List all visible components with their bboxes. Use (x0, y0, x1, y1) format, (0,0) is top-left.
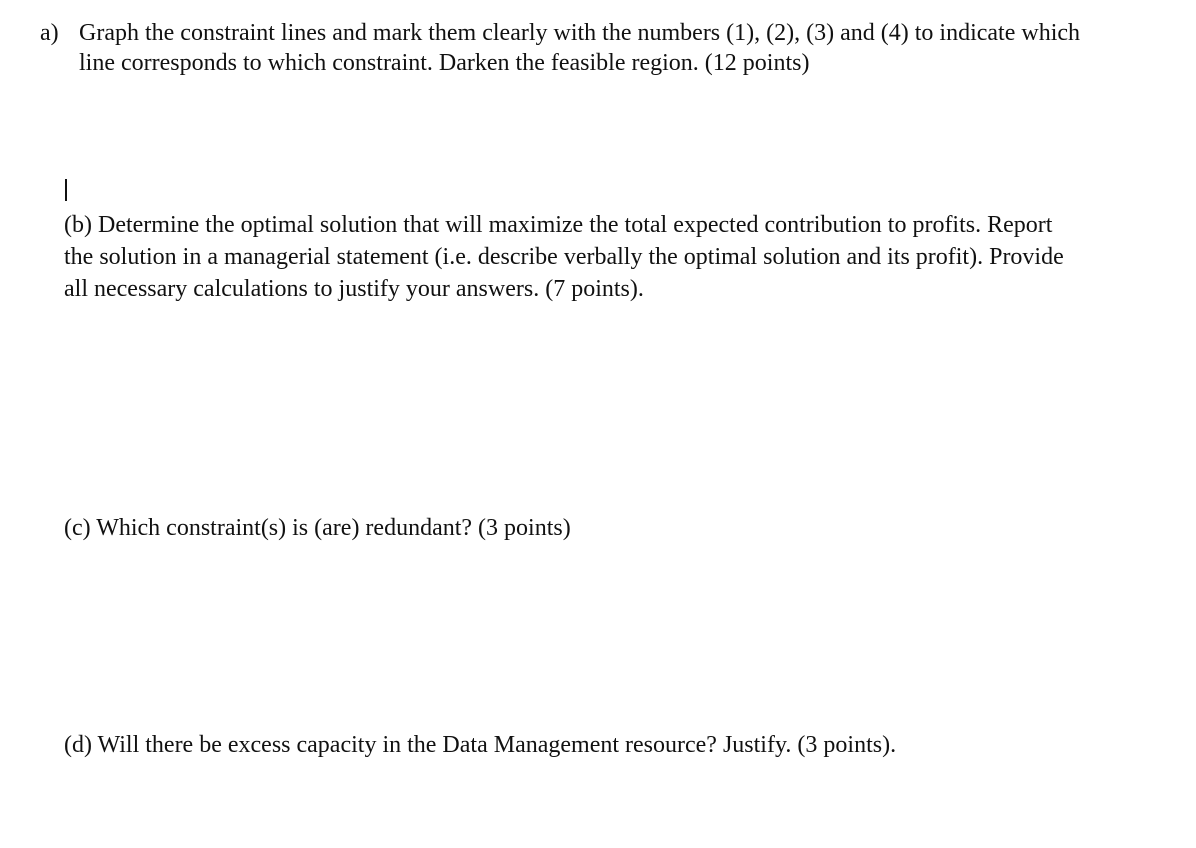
question-a-line-1: Graph the constraint lines and mark them clearly with the numbers (1), (2), (3) and (4) to indicate which (79, 20, 1081, 46)
question-b-line-1: (b) Determine the optimal solution that will maximize the total expected contribution to profits. Report (64, 212, 1053, 238)
question-a-line-2: line corresponds to which constraint. Darken the feasible region. (12 points) (79, 50, 810, 76)
question-d-text: (d) Will there be excess capacity in the Data Management resource? Justify. (3 points). (64, 732, 897, 758)
question-b-line-2: the solution in a managerial statement (i.e. describe verbally the optimal solution and its profit). Provide (64, 244, 1064, 270)
question-c-text: (c) Which constraint(s) is (are) redundant? (3 points) (64, 515, 571, 541)
text-cursor[interactable] (65, 179, 67, 201)
question-b-line-3: all necessary calculations to justify your answers. (7 points). (64, 276, 644, 302)
question-a-text (79, 18, 1179, 78)
question-b-text (64, 209, 1064, 305)
question-a-marker: a) (40, 20, 59, 46)
